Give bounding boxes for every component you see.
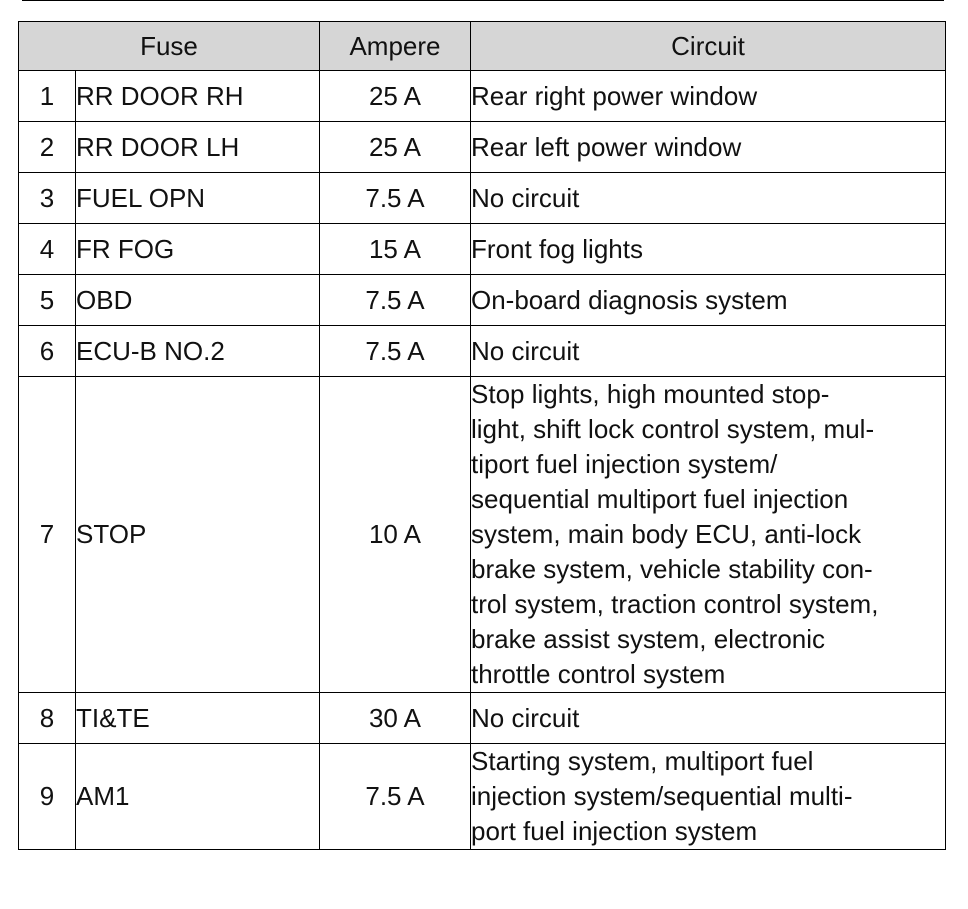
ampere-cell: 25 A (320, 71, 471, 122)
circuit-line: light, shift lock control system, mul- (471, 414, 875, 444)
header-circuit: Circuit (471, 22, 946, 71)
circuit-line: throttle control system (471, 659, 726, 689)
fuse-number-cell: 8 (19, 693, 76, 744)
ampere-cell: 7.5 A (320, 326, 471, 377)
fuse-name-cell: OBD (76, 275, 320, 326)
fuse-name-cell: STOP (76, 377, 320, 693)
fuse-name-cell: ECU-B NO.2 (76, 326, 320, 377)
table-row (19, 173, 946, 224)
ampere-cell: 15 A (320, 224, 471, 275)
table-row (19, 693, 946, 744)
table-row (19, 71, 946, 122)
circuit-line: brake system, vehicle stability con- (471, 554, 873, 584)
circuit-line: tiport fuel injection system/ (471, 449, 778, 479)
circuit-cell: Rear left power window (471, 122, 946, 173)
circuit-line: brake assist system, electronic (471, 624, 826, 654)
fuse-name-cell: RR DOOR RH (76, 71, 320, 122)
circuit-cell: No circuit (471, 326, 946, 377)
ampere-cell: 10 A (320, 377, 471, 693)
ampere-cell: 25 A (320, 122, 471, 173)
fuse-name-cell: AM1 (76, 744, 320, 850)
fuse-number-cell: 4 (19, 224, 76, 275)
table-row (19, 377, 946, 693)
circuit-line: injection system/sequential multi- (471, 781, 853, 811)
table-row (19, 224, 946, 275)
table-row (19, 744, 946, 850)
table-row (19, 122, 946, 173)
fuse-name-cell: RR DOOR LH (76, 122, 320, 173)
fuse-number-cell: 1 (19, 71, 76, 122)
fuse-name-cell: FUEL OPN (76, 173, 320, 224)
header-ampere: Ampere (320, 22, 471, 71)
circuit-cell (471, 744, 946, 850)
table-row (19, 275, 946, 326)
fuse-name-cell: TI&TE (76, 693, 320, 744)
header-row (19, 22, 946, 71)
circuit-cell: On-board diagnosis system (471, 275, 946, 326)
circuit-cell (471, 377, 946, 693)
ampere-cell: 30 A (320, 693, 471, 744)
fuse-number-cell: 5 (19, 275, 76, 326)
ampere-cell: 7.5 A (320, 275, 471, 326)
circuit-line: port fuel injection system (471, 816, 758, 846)
circuit-cell: Front fog lights (471, 224, 946, 275)
header-fuse: Fuse (19, 22, 320, 71)
fuse-number-cell: 7 (19, 377, 76, 693)
table-row (19, 326, 946, 377)
circuit-line: system, main body ECU, anti-lock (471, 519, 862, 549)
circuit-cell: Rear right power window (471, 71, 946, 122)
fuse-number-cell: 2 (19, 122, 76, 173)
circuit-line: sequential multiport fuel injection (471, 484, 849, 514)
fuse-number-cell: 3 (19, 173, 76, 224)
top-frame-border (22, 0, 944, 1)
circuit-cell: No circuit (471, 173, 946, 224)
fuse-table (18, 21, 946, 850)
circuit-cell: No circuit (471, 693, 946, 744)
fuse-number-cell: 6 (19, 326, 76, 377)
ampere-cell: 7.5 A (320, 173, 471, 224)
circuit-line: Stop lights, high mounted stop- (471, 379, 830, 409)
ampere-cell: 7.5 A (320, 744, 471, 850)
fuse-number-cell: 9 (19, 744, 76, 850)
table-header (19, 22, 946, 71)
circuit-line: Starting system, multiport fuel (471, 746, 814, 776)
circuit-line: trol system, traction control system, (471, 589, 879, 619)
table-body (19, 71, 946, 850)
fuse-name-cell: FR FOG (76, 224, 320, 275)
